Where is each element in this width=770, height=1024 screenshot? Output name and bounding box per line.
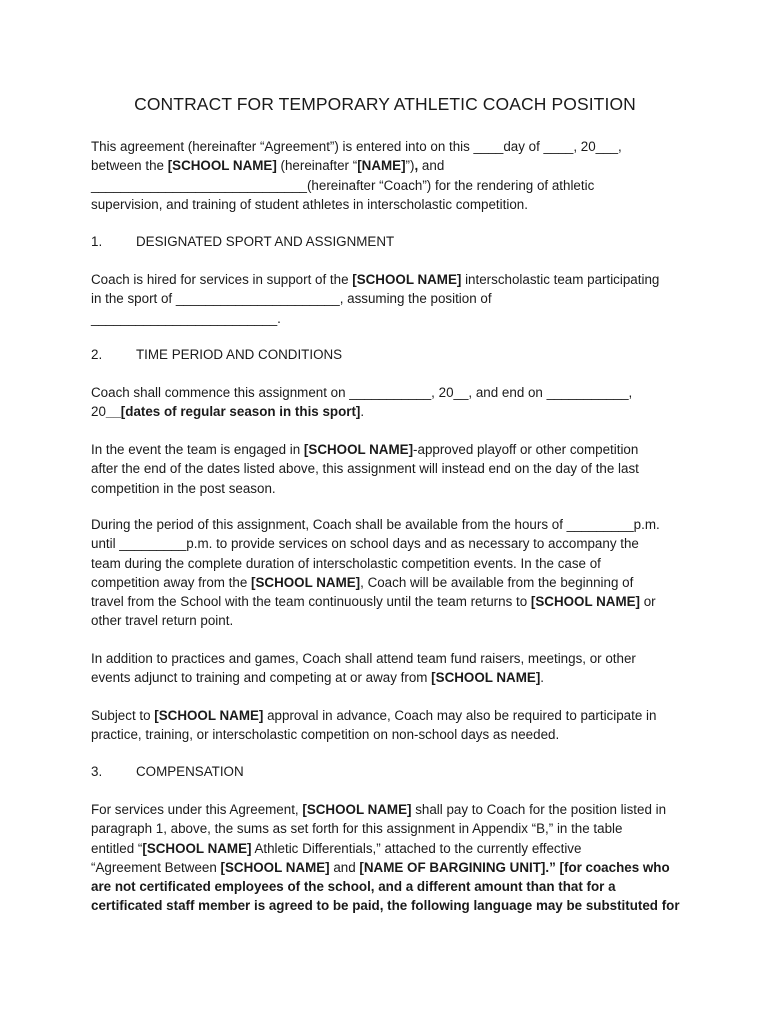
school-name-placeholder: [SCHOOL NAME] [251,574,361,590]
text-run: approval in advance, Coach may also be required to participate in [263,708,657,723]
section-heading-text: COMPENSATION [136,764,244,779]
season-dates-placeholder: __[dates of regular season in this sport] [105,404,361,420]
school-name-placeholder: [SCHOOL NAME] [302,802,412,817]
school-name-placeholder: [SCHOOL NAME] [142,840,252,856]
section-1-paragraph [91,270,691,328]
text-run: travel from the School with the team continuously until the team returns to [91,594,531,610]
text-run: . [540,670,545,686]
text-run: . [360,404,365,420]
text-line: practice, training, or interscholastic competition on non-school days as needed. [91,727,560,743]
section-2-heading [91,345,342,364]
text-line: supervision, and training of student athletes in interscholastic competition. [91,196,528,212]
section-2-paragraph-1 [91,383,691,422]
text-run: For services under this Agreement, [91,802,303,817]
text-run: ”) [405,158,415,174]
text-run: , [414,158,419,174]
text-line: In addition to practices and games, Coach shall attend team fund raisers, meetings, or other [91,651,636,666]
section-heading-text: DESIGNATED SPORT AND ASSIGNMENT [136,234,395,249]
text-line [91,800,691,819]
text-line: _____________________________(hereinafter “Coach”) for the rendering of athletic [91,177,595,193]
text-line: Coach shall commence this assignment on ___________, 20__, and end on ___________, [91,385,633,400]
text-run: -approved playoff or other competition [413,442,639,457]
text-run: interscholastic team participating [461,272,660,287]
section-number: 1. [91,234,103,249]
text-line: in the sport of ______________________, assuming the position of [91,291,492,307]
text-line: During the period of this assignment, Coach shall be available from the hours of _________p.m. [91,517,660,532]
text-line: until _________p.m. to provide services on school days and as necessary to accompany the [91,536,639,552]
section-2-paragraph-2 [91,440,691,498]
text-run: events adjunct to training and competing at or away from [91,670,432,686]
text-run: or [640,594,656,610]
section-2-paragraph-5 [91,706,691,745]
school-name-placeholder: [SCHOOL NAME] [352,272,462,287]
text-run: Athletic Differentials,” attached to the currently effective [251,840,582,856]
bargaining-unit-placeholder: [NAME OF BARGINING UNIT].” [for coaches who [359,859,670,875]
section-number: 3. [91,764,103,779]
school-name-placeholder: [SCHOOL NAME] [167,158,277,174]
text-run: competition away from the [91,574,252,590]
text-line [91,440,691,459]
school-name-placeholder: [SCHOOL NAME] [220,859,330,875]
text-line [91,668,691,687]
text-line: team during the complete duration of interscholastic competition events. In the case of [91,555,601,571]
section-heading-text: TIME PERIOD AND CONDITIONS [136,347,343,362]
text-run: and [418,158,445,174]
text-run: between the [91,158,168,174]
text-line: paragraph 1, above, the sums as set forth for this assignment in Appendix “B,” in the table [91,821,623,837]
text-run: entitled “ [91,840,143,856]
text-line: after the end of the dates listed above, this assignment will instead end on the day of the last [91,461,639,477]
section-3-paragraph [91,800,691,916]
text-run: and [329,859,360,875]
text-line [91,839,691,858]
text-line: other travel return point. [91,613,234,629]
section-1-heading [91,232,394,251]
section-3-heading [91,762,244,781]
document-title: CONTRACT FOR TEMPORARY ATHLETIC COACH POSITION [134,94,636,114]
intro-paragraph [91,137,691,214]
text-line [91,156,691,175]
text-line [91,270,691,289]
text-line: _________________________. [91,310,281,326]
text-run: , Coach will be available from the beginning of [360,574,634,590]
school-name-placeholder: [SCHOOL NAME] [303,442,414,457]
text-line: are not certificated employees of the school, and a different amount than that for a [91,879,616,895]
name-placeholder: [NAME] [357,158,406,174]
text-line [91,706,691,725]
section-number: 2. [91,347,103,362]
section-2-paragraph-4 [91,649,691,688]
text-line [91,858,691,877]
text-line [91,592,691,611]
text-run: 20 [91,404,106,420]
text-run: shall pay to Coach for the position listed in [411,802,667,817]
text-run: In the event the team is engaged in [91,442,304,457]
text-run: (hereinafter “ [276,158,358,174]
text-line: This agreement (hereinafter “Agreement”) is entered into on this ____day of ____, 20___, [91,139,622,154]
school-name-placeholder: [SCHOOL NAME] [530,594,640,610]
text-line: certificated staff member is agreed to be paid, the following language may be substituted for [91,898,680,914]
school-name-placeholder: [SCHOOL NAME] [431,670,541,686]
text-run: Subject to [91,708,155,723]
text-line [91,402,691,421]
text-run: “Agreement Between [91,859,221,875]
text-line: competition in the post season. [91,480,276,496]
text-run: Coach is hired for services in support of the [91,272,353,287]
section-2-paragraph-3 [91,515,691,631]
text-line [91,573,691,592]
school-name-placeholder: [SCHOOL NAME] [154,708,264,723]
